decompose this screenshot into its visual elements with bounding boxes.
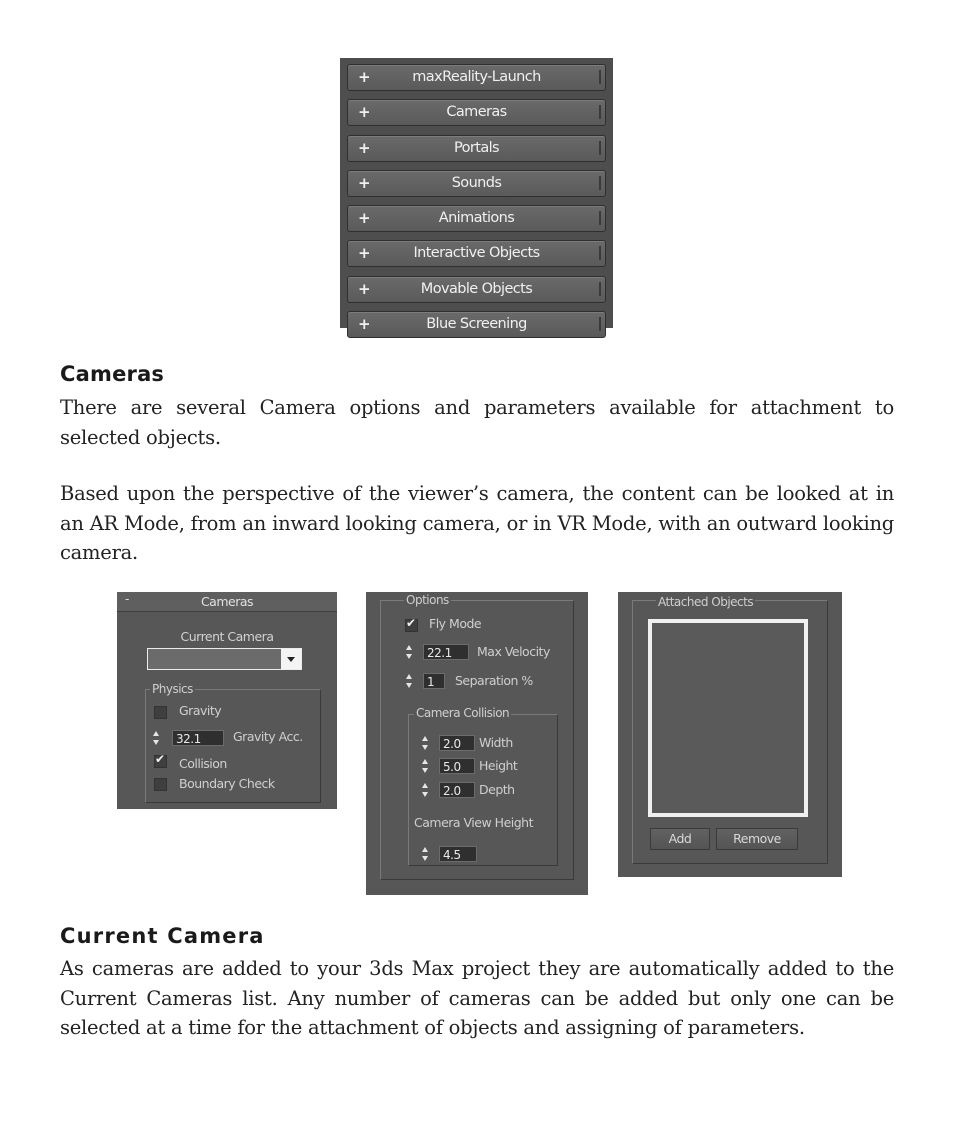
- cameras-rollout-header[interactable]: [117, 592, 337, 612]
- expand-plus-icon: +: [358, 244, 370, 263]
- paragraph-camera-options: There are several Camera options and parameters available for attachment to selected objects.: [60, 396, 894, 449]
- paragraph-current-camera: As cameras are added to your 3ds Max project they are automatically added to the Current Cameras list. Any number of cameras can be added but only one can be selected at a time for the attachment of objects and assigning of parameters.: [60, 957, 894, 1039]
- rollout-label: Interactive Objects: [413, 245, 540, 262]
- remove-button[interactable]: Remove: [716, 828, 798, 850]
- depth-field[interactable]: 2.0: [439, 782, 475, 798]
- cameras-panel: [117, 592, 337, 809]
- separation-spinner[interactable]: [405, 673, 413, 689]
- rollout-portals[interactable]: [347, 135, 606, 162]
- separation-label: Separation %: [455, 673, 533, 688]
- rollout-maxreality-launch[interactable]: [347, 64, 606, 91]
- physics-group-title: Physics: [152, 682, 193, 696]
- expand-plus-icon: +: [358, 103, 370, 122]
- expand-plus-icon: +: [358, 173, 370, 192]
- rollout-label: Animations: [438, 210, 515, 227]
- collision-checkbox[interactable]: [154, 755, 167, 768]
- rollout-edge: [599, 246, 601, 260]
- attached-objects-list[interactable]: [648, 619, 808, 817]
- expand-plus-icon: +: [358, 315, 370, 334]
- rollout-label: Cameras: [446, 104, 507, 121]
- cameras-panel-title: Cameras: [200, 594, 254, 609]
- add-button[interactable]: Add: [650, 828, 710, 850]
- options-group-title: Options: [406, 593, 449, 607]
- chevron-down-icon: [287, 657, 295, 662]
- section-heading-cameras: Cameras: [60, 362, 165, 386]
- gravity-acc-field[interactable]: 32.1: [172, 730, 224, 746]
- rollout-edge: [599, 105, 601, 119]
- expand-plus-icon: +: [358, 138, 370, 157]
- rollout-sounds[interactable]: [347, 170, 606, 197]
- view-height-field[interactable]: 4.5: [439, 846, 477, 862]
- rollout-movable-objects[interactable]: [347, 276, 606, 303]
- depth-label: Depth: [479, 782, 515, 797]
- boundary-check-label: Boundary Check: [179, 776, 275, 791]
- boundary-check-checkbox[interactable]: [154, 778, 167, 791]
- max-velocity-label: Max Velocity: [477, 644, 550, 659]
- view-height-spinner[interactable]: [421, 846, 429, 862]
- gravity-acc-label: Gravity Acc.: [233, 729, 303, 744]
- current-camera-label: Current Camera: [180, 629, 274, 644]
- rollout-label: Blue Screening: [426, 316, 527, 333]
- dropdown-button[interactable]: [281, 649, 301, 669]
- fly-mode-label: Fly Mode: [429, 616, 482, 631]
- gravity-label: Gravity: [179, 703, 222, 718]
- width-spinner[interactable]: [421, 735, 429, 751]
- max-velocity-field[interactable]: 22.1: [423, 644, 469, 660]
- height-spinner[interactable]: [421, 758, 429, 774]
- max-velocity-spinner[interactable]: [405, 644, 413, 660]
- rollout-label: Movable Objects: [420, 280, 533, 297]
- attached-objects-panel: [618, 592, 842, 877]
- rollout-edge: [599, 211, 601, 225]
- rollout-label: Sounds: [451, 174, 502, 191]
- width-label: Width: [479, 735, 513, 750]
- rollout-edge: [599, 176, 601, 190]
- current-camera-dropdown[interactable]: [147, 648, 302, 670]
- collapse-minus-icon: -: [125, 592, 129, 606]
- camera-view-height-label: Camera View Height: [414, 815, 533, 830]
- collision-label: Collision: [179, 756, 227, 771]
- rollout-interactive-objects[interactable]: [347, 240, 606, 267]
- width-field[interactable]: 2.0: [439, 735, 475, 751]
- rollout-edge: [599, 141, 601, 155]
- rollout-edge: [599, 317, 601, 331]
- height-label: Height: [479, 758, 518, 773]
- rollout-label: Portals: [453, 139, 499, 156]
- rollout-label: maxReality-Launch: [412, 69, 541, 85]
- gravity-acc-spinner[interactable]: [152, 730, 160, 746]
- attached-objects-title: Attached Objects: [658, 595, 754, 609]
- section-heading-current-camera: Current Camera: [60, 924, 265, 948]
- height-field[interactable]: 5.0: [439, 758, 475, 774]
- expand-plus-icon: +: [358, 209, 370, 228]
- depth-spinner[interactable]: [421, 782, 429, 798]
- rollout-animations[interactable]: [347, 205, 606, 232]
- rollout-cameras[interactable]: [347, 99, 606, 126]
- fly-mode-checkbox[interactable]: [405, 619, 418, 632]
- camera-collision-title: Camera Collision: [416, 706, 510, 720]
- expand-plus-icon: +: [358, 279, 370, 298]
- paragraph-camera-perspective: Based upon the perspective of the viewer’s camera, the content can be looked at in an AR Mode, from an inward looking camera, or in VR Mode, with an outward looking camera.: [60, 482, 894, 564]
- rollout-edge: [599, 282, 601, 296]
- expand-plus-icon: +: [358, 68, 370, 86]
- separation-field[interactable]: 1: [423, 673, 445, 689]
- rollout-edge: [599, 70, 601, 84]
- rollout-blue-screening[interactable]: [347, 311, 606, 338]
- options-panel: [366, 592, 588, 895]
- gravity-checkbox[interactable]: [154, 706, 167, 719]
- rollout-menu-panel: [340, 58, 613, 334]
